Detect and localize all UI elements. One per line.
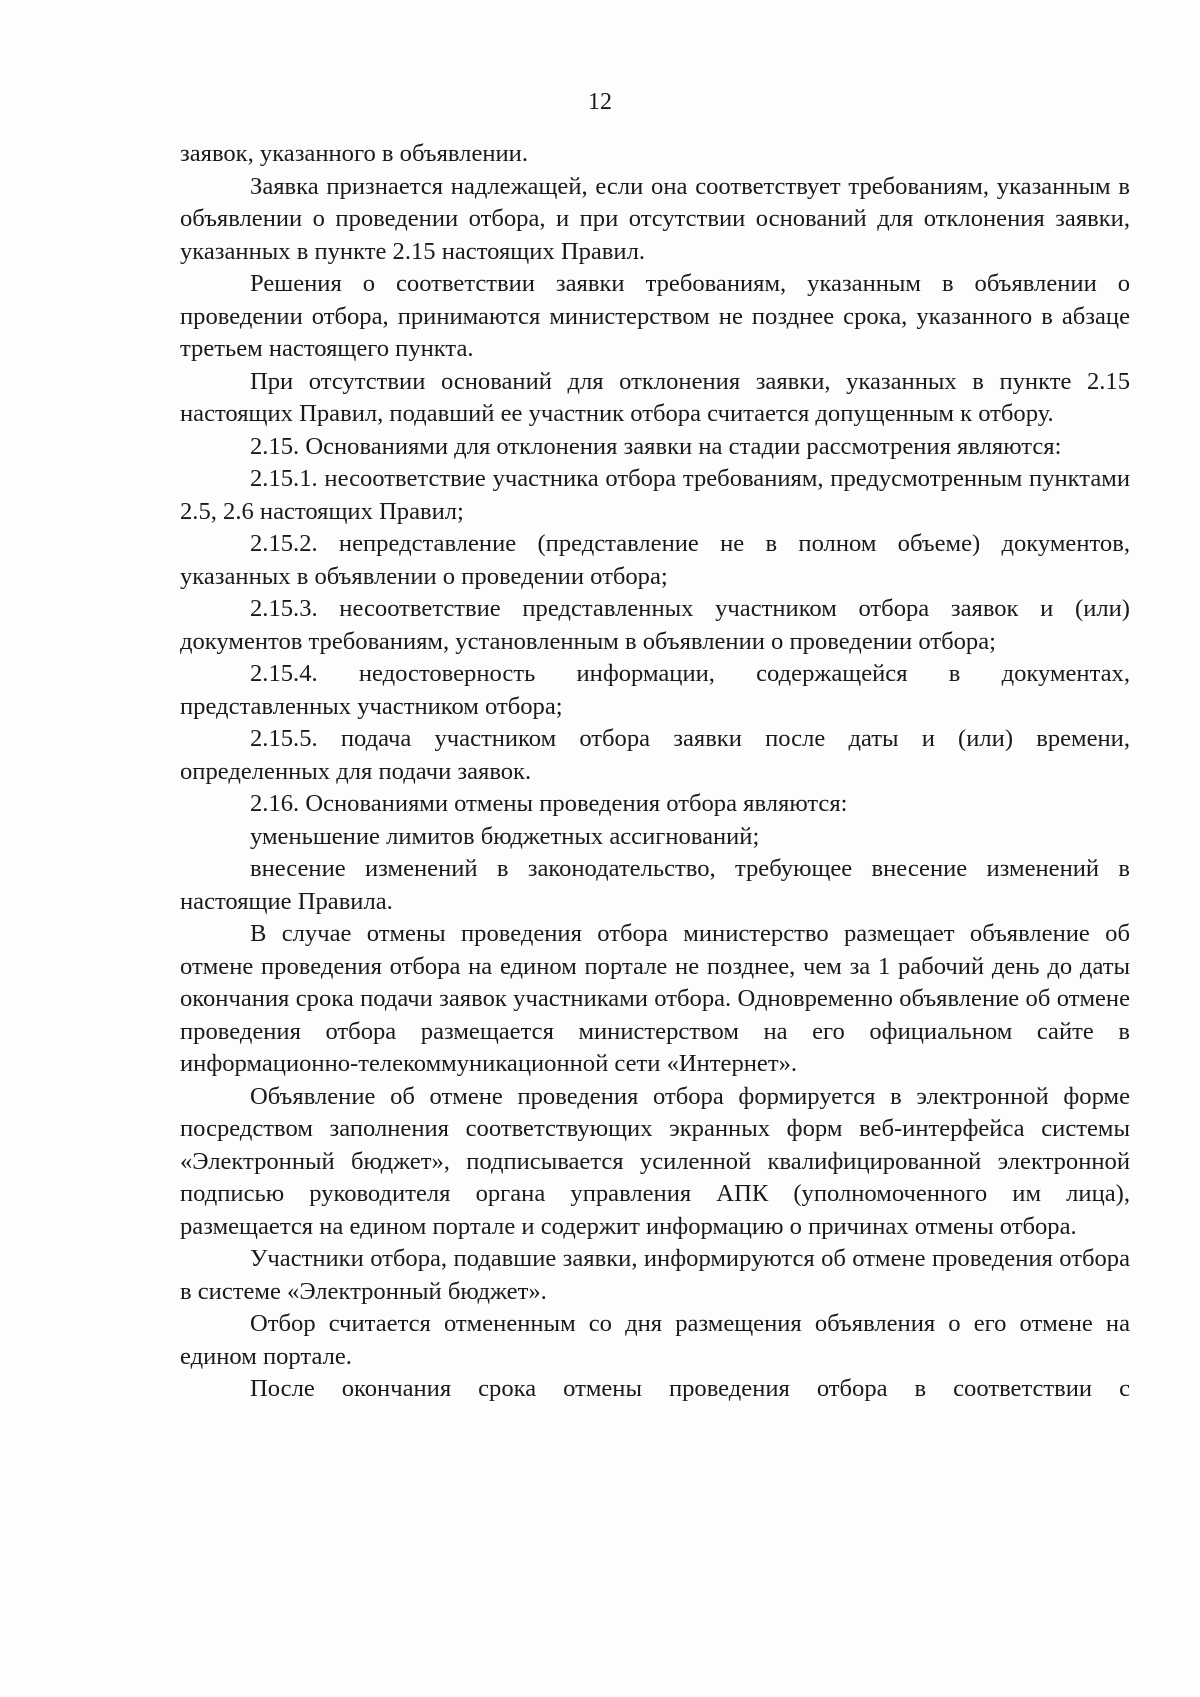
page-number: 12 bbox=[588, 89, 612, 115]
paragraph: 2.15.2. непредставление (представление не в полном объеме) документов, указанных в объявлении о проведении отбора; bbox=[180, 530, 1130, 590]
paragraph: 2.15.5. подача участником отбора заявки после даты и (или) времени, определенных для подачи заявок. bbox=[180, 725, 1130, 785]
paragraph: Решения о соответствии заявки требованиям, указанным в объявлении о проведении отбора, принимаются министерством не позднее срока, указанного в абзаце третьем настоящего пункта. bbox=[180, 270, 1130, 362]
paragraph: 2.15.4. недостоверность информации, содержащейся в документах, представленных участником отбора; bbox=[180, 660, 1130, 720]
paragraph: заявок, указанного в объявлении. bbox=[180, 140, 528, 167]
paragraph: 2.16. Основаниями отмены проведения отбора являются: bbox=[250, 790, 848, 817]
paragraph: Участники отбора, подавшие заявки, информируются об отмене проведения отбора в системе «Электронный бюджет». bbox=[180, 1245, 1130, 1305]
paragraph: Отбор считается отмененным со дня размещения объявления о его отмене на едином портале. bbox=[180, 1310, 1130, 1370]
paragraph: уменьшение лимитов бюджетных ассигнований; bbox=[250, 822, 760, 850]
paragraph: В случае отмены проведения отбора министерство размещает объявление об отмене проведения отбора на едином портале не позднее, чем за 1 рабочий день до даты окончания срока подачи заявок участниками отбора. Одновременно объявление об отмене проведения отбора размещается министерством на его официальном сайте в информационно-телекоммуникационной сети «Интернет». bbox=[180, 920, 1130, 1077]
paragraph: Заявка признается надлежащей, если она соответствует требованиям, указанным в объявлении о проведении отбора, и при отсутствии оснований для отклонения заявки, указанных в пункте 2.15 настоящих Правил. bbox=[180, 172, 1130, 265]
paragraph: 2.15.3. несоответствие представленных участником отбора заявок и (или) документов требованиям, установленным в объявлении о проведении отбора; bbox=[180, 595, 1130, 655]
paragraph: После окончания срока отмены проведения отбора в соответствии с bbox=[250, 1375, 1130, 1402]
paragraph: Объявление об отмене проведения отбора формируется в электронной форме посредством заполнения соответствующих экранных форм веб-интерфейса системы «Электронный бюджет», подписывается усиленной квалифицированной электронной подписью руководителя органа управления АПК (уполномоченного им лица), размещается на едином портале и содержит информацию о причинах отмены отбора. bbox=[180, 1082, 1130, 1240]
paragraph: 2.15.1. несоответствие участника отбора требованиям, предусмотренным пунктами 2.5, 2.6 настоящих Правил; bbox=[180, 465, 1130, 525]
paragraph: внесение изменений в законодательство, требующее внесение изменений в настоящие Правила. bbox=[180, 855, 1130, 915]
paragraph: 2.15. Основаниями для отклонения заявки на стадии рассмотрения являются: bbox=[250, 432, 1062, 460]
document-body bbox=[180, 138, 1130, 1406]
paragraph: При отсутствии оснований для отклонения заявки, указанных в пункте 2.15 настоящих Правил, подавший ее участник отбора считается допущенным к отбору. bbox=[180, 367, 1130, 427]
